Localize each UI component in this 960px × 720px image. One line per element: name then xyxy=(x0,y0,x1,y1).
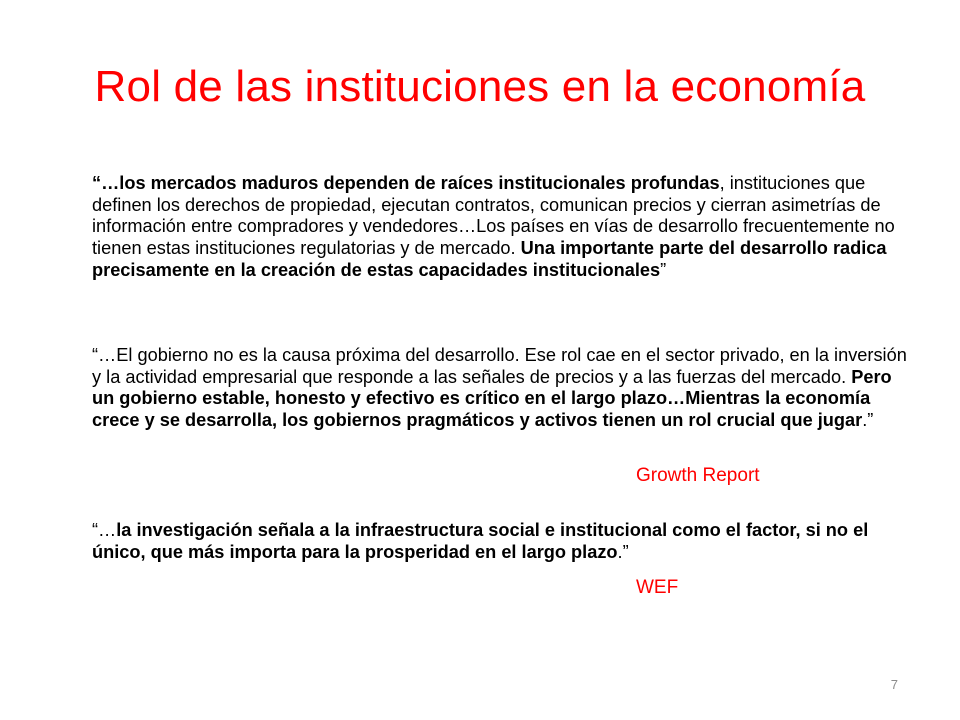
quote-segment: .” xyxy=(862,410,874,431)
quote-segment: , instituciones que definen los derechos de propiedad, ejecutan contratos, comunican precios y cierran asimetrías de información entre compradores y vendedores…Los países en vías de desarrollo frecuentemente no tienen estas instituciones regulatorias y de mercado. xyxy=(92,173,895,259)
quote-segment: .” xyxy=(617,541,629,562)
quote-markets xyxy=(92,173,912,282)
quote-source-wef: WEF xyxy=(636,577,679,598)
quote-segment: Pero un gobierno estable, honesto y efectivo es crítico en el largo plazo…Mientras la economía crece y se desarrolla, los gobiernos pragmáticos y activos tienen un rol crucial que jugar xyxy=(92,366,892,431)
quote-segment: “…El gobierno no es la causa próxima del desarrollo. Ese rol cae en el sector privado, en la inversión y la actividad empresarial que responde a las señales de precios y a las fuerzas del mercado. xyxy=(92,345,907,387)
quote-research xyxy=(92,520,912,563)
quote-segment: “…los mercados maduros dependen de raíces institucionales profundas xyxy=(92,173,720,193)
quote-segment: la investigación señala a la infraestructura social e institucional como el factor, si no el único, que más importa para la prosperidad en el largo plazo xyxy=(92,520,869,562)
quote-source-growth-report: Growth Report xyxy=(636,465,760,486)
quote-segment: “… xyxy=(92,520,117,540)
slide-title: Rol de las instituciones en la economía xyxy=(94,62,866,111)
page-number: 7 xyxy=(890,677,898,692)
quote-government xyxy=(92,345,912,432)
quote-segment: ” xyxy=(660,259,667,280)
quote-segment: Una importante parte del desarrollo radica precisamente en la creación de estas capacidades institucionales xyxy=(92,238,887,280)
